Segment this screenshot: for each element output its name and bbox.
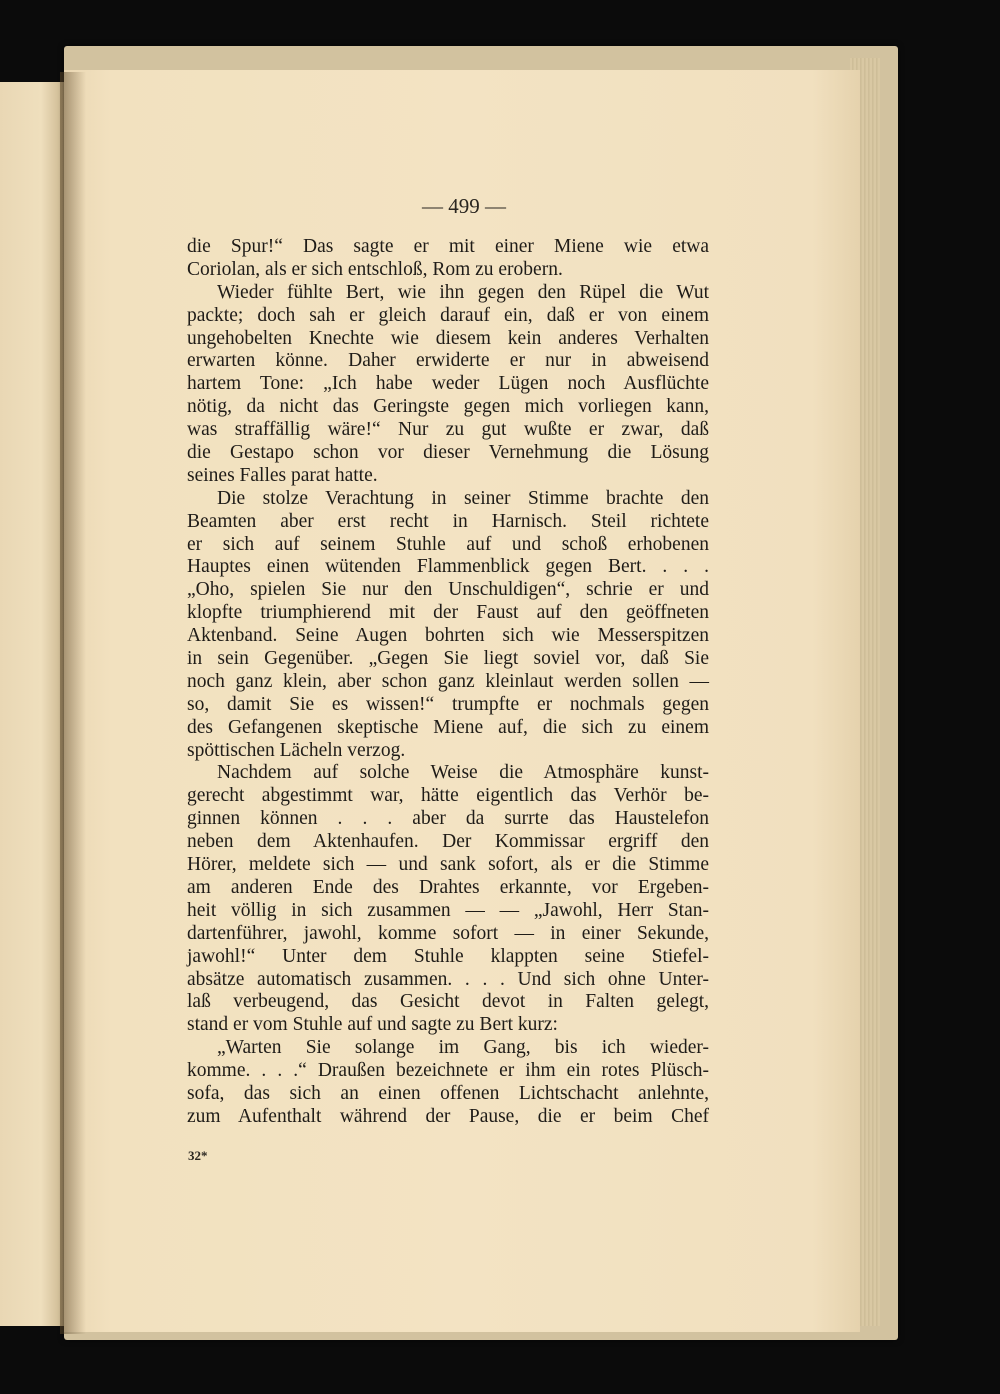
text-line: heit völlig in sich zusammen — — „Jawohl, Herr Stan- — [187, 899, 709, 921]
text-line: erwarten könne. Daher erwiderte er nur in abweisend — [187, 350, 709, 372]
text-line: „Warten Sie solange im Gang, bis ich wieder- — [217, 1037, 709, 1059]
text-line: seines Falles parat hatte. — [187, 464, 378, 486]
text-line: die Spur!“ Das sagte er mit einer Miene wie etwa — [187, 236, 709, 257]
text-line: komme. . . .“ Draußen bezeichnete er ihm ein rotes Plüsch- — [187, 1060, 709, 1082]
text-line: ginnen können . . . aber da surrte das Haustelefon — [187, 808, 709, 830]
text-line: er sich auf seinem Stuhle auf und schoß erhobenen — [187, 533, 709, 555]
text-line: klopfte triumphierend mit der Faust auf den geöffneten — [187, 602, 709, 624]
text-line: noch ganz klein, aber schon ganz kleinlaut werden sollen — — [187, 670, 709, 692]
text-line: laß verbeugend, das Gesicht devot in Falten gelegt, — [187, 991, 709, 1013]
text-line: stand er vom Stuhle auf und sagte zu Bert kurz: — [187, 1014, 558, 1036]
text-line: zum Aufenthalt während der Pause, die er beim Chef — [187, 1105, 709, 1127]
signature-mark: 32* — [188, 1148, 208, 1163]
text-line: sofa, das sich an einen offenen Lichtschacht anlehnte, — [187, 1082, 709, 1104]
page-number: — 499 — — [422, 194, 506, 218]
text-line: nötig, da nicht das Geringste gegen mich vorliegen kann, — [187, 396, 709, 418]
gutter-shadow — [60, 72, 86, 1334]
text-line: des Gefangenen skeptische Miene auf, die sich zu einem — [187, 716, 709, 738]
text-line: Coriolan, als er sich entschloß, Rom zu erobern. — [187, 258, 563, 280]
text-line: Hörer, meldete sich — und sank sofort, als er die Stimme — [187, 854, 709, 876]
text-line: „Oho, spielen Sie nur den Unschuldigen“, schrie er und — [187, 579, 709, 601]
text-line: was straffällig wäre!“ Nur zu gut wußte er zwar, daß — [187, 419, 709, 441]
text-line: ungehobelten Knechte wie diesem kein anderes Verhalten — [187, 327, 709, 349]
text-line: Beamten aber erst recht in Harnisch. Steil richtete — [187, 510, 709, 532]
text-line: Nachdem auf solche Weise die Atmosphäre kunst- — [217, 762, 709, 784]
text-line: absätze automatisch zusammen. . . . Und sich ohne Unter- — [187, 968, 709, 990]
text-line: gerecht abgestimmt war, hätte eigentlich das Verhör be- — [187, 785, 709, 807]
text-line: die Gestapo schon vor dieser Vernehmung die Lösung — [187, 442, 709, 464]
text-line: packte; doch sah er gleich darauf ein, daß er von einem — [187, 304, 709, 326]
text-line: Hauptes einen wütenden Flammenblick gegen Bert. . . . — [187, 556, 709, 578]
text-line: Aktenband. Seine Augen bohrten sich wie Messerspitzen — [187, 625, 709, 647]
right-page — [64, 70, 860, 1332]
text-line: jawohl!“ Unter dem Stuhle klappten seine Stiefel- — [187, 945, 709, 967]
text-line: neben dem Aktenhaufen. Der Kommissar ergriff den — [187, 831, 709, 853]
text-line: dartenführer, jawohl, komme sofort — in einer Sekunde, — [187, 922, 709, 944]
text-line: in sein Gegenüber. „Gegen Sie liegt soviel vor, daß Sie — [187, 648, 709, 670]
text-line: spöttischen Lächeln verzog. — [187, 739, 406, 761]
body-text — [187, 236, 709, 1129]
text-line: Wieder fühlte Bert, wie ihn gegen den Rüpel die Wut — [217, 281, 709, 303]
text-line: so, damit Sie es wissen!“ trumpfte er nochmals gegen — [187, 693, 709, 715]
text-line: hartem Tone: „Ich habe weder Lügen noch Ausflüchte — [187, 373, 709, 395]
left-page-edge — [0, 82, 68, 1326]
text-line: am anderen Ende des Drahtes erkannte, vor Ergeben- — [187, 876, 709, 898]
text-line: Die stolze Verachtung in seiner Stimme brachte den — [217, 487, 709, 509]
